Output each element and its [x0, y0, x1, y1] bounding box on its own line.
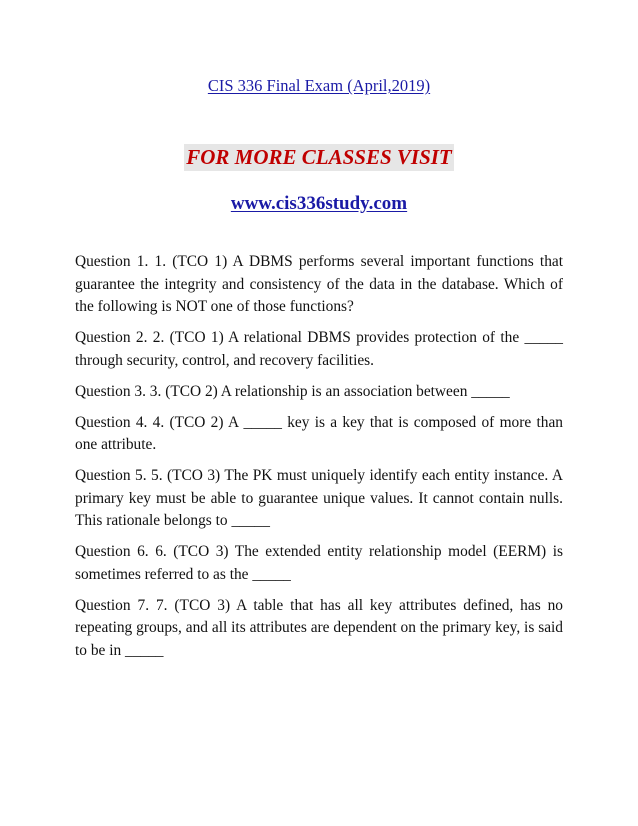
question-3: Question 3. 3. (TCO 2) A relationship is an association between _____	[75, 382, 510, 400]
question-7: Question 7. 7. (TCO 3) A table that has all key attributes defined, has no repeating groups, and all its attributes are dependent on the primary key, is said to be in _____	[75, 596, 563, 659]
question-5: Question 5. 5. (TCO 3) The PK must uniquely identify each entity instance. A primary key must be able to guarantee unique values. It cannot contain nulls. This rationale belongs to _____	[75, 467, 563, 529]
promo-text: FOR MORE CLASSES VISIT	[186, 145, 452, 169]
question-6: Question 6. 6. (TCO 3) The extended entity relationship model (EERM) is sometimes referred to as the _____	[75, 543, 563, 583]
question-2: Question 2. 2. (TCO 1) A relational DBMS provides protection of the _____ through security, control, and recovery facilities.	[75, 329, 563, 369]
question-4: Question 4. 4. (TCO 2) A _____ key is a key that is composed of more than one attribute.	[75, 413, 563, 453]
question-list	[75, 251, 563, 671]
exam-title[interactable]: CIS 336 Final Exam (April,2019)	[207, 76, 431, 95]
promo-banner	[0, 144, 638, 171]
website-link[interactable]: www.cis336study.com	[230, 193, 408, 214]
question-1: Question 1. 1. (TCO 1) A DBMS performs several important functions that guarantee the integrity and consistency of the data in the database. Which of the following is NOT one of those functions?	[75, 253, 563, 315]
